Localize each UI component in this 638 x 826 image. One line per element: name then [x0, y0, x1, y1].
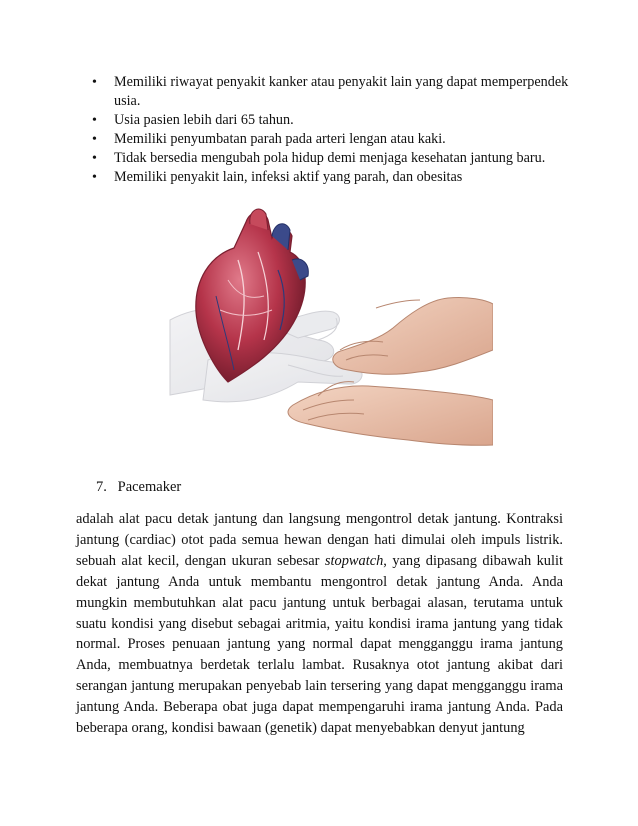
bullet-dot-icon: •: [92, 75, 97, 90]
bullet-dot-icon: •: [92, 113, 97, 128]
heart-in-hands-illustration: [168, 200, 493, 455]
bullet-dot-icon: •: [92, 151, 97, 166]
bullet-item: • Usia pasien lebih dari 65 tahun.: [92, 112, 294, 128]
bullet-item: • Memiliki penyakit lain, infeksi aktif yang parah, dan obesitas: [92, 169, 463, 185]
bullet-item: • Tidak bersedia mengubah pola hidup demi menjaga kesehatan jantung baru.: [92, 150, 546, 166]
bullet-item: • Memiliki riwayat penyakit kanker atau penyakit lain yang dapat memperpendek usia.: [92, 74, 569, 109]
section-title: Pacemaker: [117, 479, 182, 495]
section-number: 7.: [96, 479, 107, 495]
bullet-item: • Memiliki penyumbatan parah pada arteri lengan atau kaki.: [92, 131, 446, 147]
bullet-dot-icon: •: [92, 132, 97, 147]
section-heading-pacemaker: [96, 479, 181, 496]
pacemaker-paragraph: adalah alat pacu detak jantung dan langsung mengontrol detak jantung. Kontraksi jantung (cardiac) otot pada semua hewan dengan hati dimulai oleh impuls listrik. sebuah alat kecil, dengan ukuran sebesar stopwatch, yang dipasang dibawah kulit dekat jantung Anda untuk membantu mengontrol detak jantung Anda. Anda mungkin membutuhkan alat pacu jantung untuk berbagai alasan, terutama untuk suatu kondisi yang disebut sebagai aritmia, yaitu kondisi irama jantung yang tidak normal. Proses penuaan jantung yang normal dapat mengganggu irama jantung Anda, membuatnya berdetak terlalu lambat. Rusaknya otot jantung akibat dari serangan jantung merupakan penyebab lain tersering yang dapat mengganggu irama jantung Anda. Beberapa obat juga dapat mempengaruhi irama jantung Anda. Pada beberapa orang, kondisi bawaan (genetik) dapat menyebabkan denyut jantung: [76, 511, 563, 737]
bullet-dot-icon: •: [92, 170, 97, 185]
eligibility-bullet-list: [92, 73, 572, 187]
italic-term: stopwatch: [324, 552, 384, 569]
